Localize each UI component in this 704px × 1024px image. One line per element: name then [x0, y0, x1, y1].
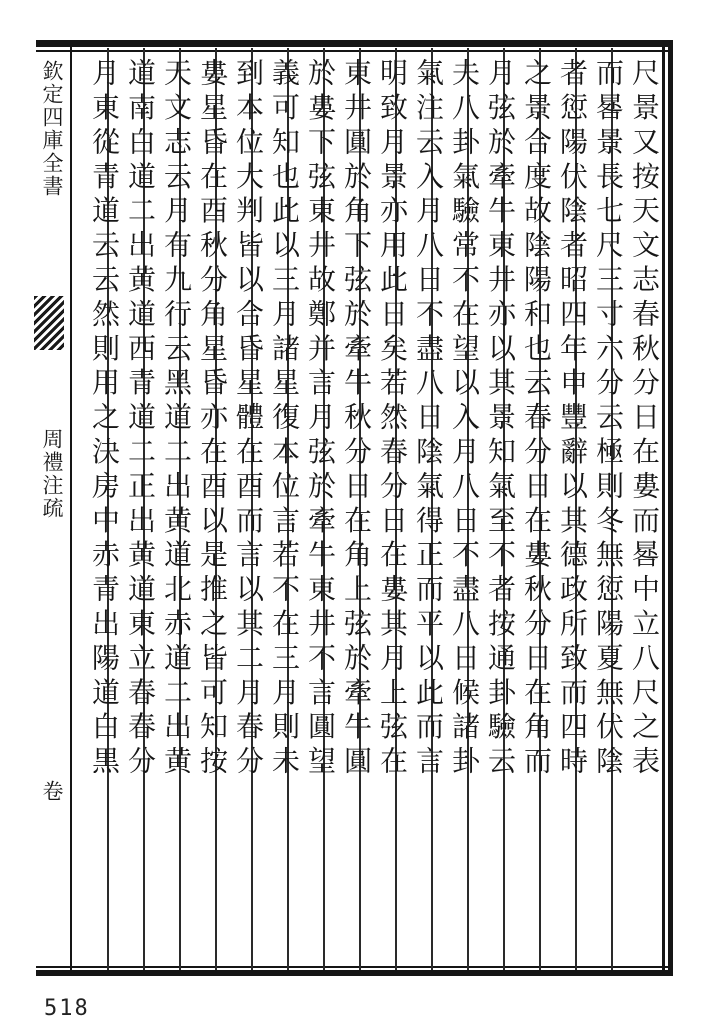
text-column-4: 之景合度故陰陽和也云春分日在婁秋分日在角而: [520, 58, 553, 781]
text-column-11: 義可知也此以三月諸星復本位言若不在三月則未: [268, 58, 301, 781]
series-title: 欽定四庫全書: [40, 60, 64, 198]
book-title: 周禮注疏: [40, 428, 64, 520]
margin-border: [70, 40, 72, 976]
text-column-16: 月東從青道云云然則用之決房中赤青出陽道白黒: [88, 58, 121, 781]
text-column-14: 天文志云月有九行云黑道二出黄道北赤道二出黄: [160, 58, 193, 781]
text-column-6: 夫八卦氣驗常不在望以入月八日不盡八日候諸卦: [448, 58, 481, 781]
right-border-outer: [668, 40, 673, 976]
text-column-1: 尺景又按天文志春秋分日在婁而晷中立八尺之表: [628, 58, 661, 781]
fishtail-mark: [34, 296, 64, 350]
top-border: [36, 40, 672, 47]
text-column-15: 道南白道二出黄道西青道二正出黄道東立春春分: [124, 58, 157, 781]
bottom-border: [36, 970, 672, 976]
text-column-12: 到本位大判皆以合昏星體在酉而言以其二月春分: [232, 58, 265, 781]
right-border: [662, 40, 665, 976]
juan-label: 卷: [40, 780, 64, 803]
text-column-2: 而晷景長七尺三寸六分云極則冬無愆陽夏無伏陰: [592, 58, 625, 781]
text-column-3: 者愆陽伏陰者昭四年申豐辭以其德政所致而四時: [556, 58, 589, 781]
text-column-10: 於婁下弦東井故鄭并言月弦於牽牛東井不言圓望: [304, 58, 337, 781]
text-column-7: 氣注云入月八日不盡八日陰氣得正而平以此而言: [412, 58, 445, 781]
page-number: 518: [44, 996, 90, 1021]
text-column-9: 東井圓於角下弦於牽牛秋分日在角上弦於牽牛圓: [340, 58, 373, 781]
text-column-5: 月弦於牽牛東井亦以其景知氣至不者按通卦驗云: [484, 58, 517, 781]
text-column-13: 婁星昏在酉秋分角星昏亦在酉以是推之皆可知按: [196, 58, 229, 781]
text-column-8: 明致月景亦用此日矣若然春分日在婁其月上弦在: [376, 58, 409, 781]
